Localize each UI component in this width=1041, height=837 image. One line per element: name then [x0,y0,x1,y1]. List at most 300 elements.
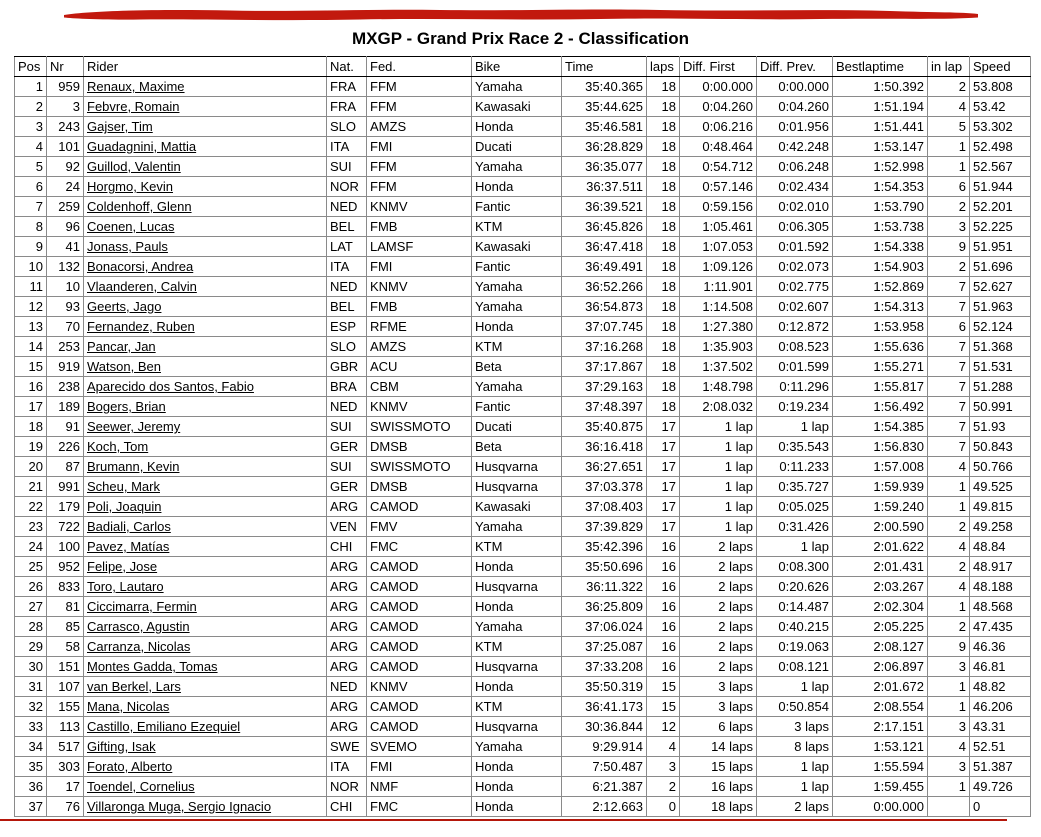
cell-diff_prev: 0:40.215 [757,617,833,637]
cell-fed: CAMOD [367,657,472,677]
rider-link[interactable]: Pavez, Matías [87,539,170,554]
cell-nr: 93 [47,297,84,317]
cell-nat: VEN [327,517,367,537]
cell-time: 36:16.418 [562,437,647,457]
cell-fed: SVEMO [367,737,472,757]
cell-laps: 16 [647,657,680,677]
rider-link[interactable]: Pancar, Jan [87,339,156,354]
table-row [15,637,1031,657]
cell-rider [84,317,327,337]
cell-speed: 46.81 [970,657,1031,677]
cell-in_lap: 2 [928,557,970,577]
cell-bike: Ducati [472,137,562,157]
cell-laps: 18 [647,257,680,277]
rider-link[interactable]: Horgmo, Kevin [87,179,173,194]
cell-fed: AMZS [367,117,472,137]
cell-time: 35:42.396 [562,537,647,557]
cell-bike: KTM [472,637,562,657]
cell-bestlaptime: 2:17.151 [833,717,928,737]
cell-nr: 155 [47,697,84,717]
cell-bike: KTM [472,217,562,237]
cell-fed: FFM [367,157,472,177]
table-row [15,577,1031,597]
cell-diff_prev: 0:06.248 [757,157,833,177]
cell-diff_first: 14 laps [680,737,757,757]
cell-fed: KNMV [367,677,472,697]
rider-link[interactable]: Castillo, Emiliano Ezequiel [87,719,241,734]
cell-fed: FMI [367,137,472,157]
table-row [15,697,1031,717]
table-row [15,217,1031,237]
cell-diff_first: 3 laps [680,697,757,717]
rider-link[interactable]: Brumann, Kevin [87,459,180,474]
cell-bestlaptime: 1:56.492 [833,397,928,417]
cell-diff_first: 1:07.053 [680,237,757,257]
cell-diff_first: 6 laps [680,717,757,737]
cell-in_lap: 4 [928,97,970,117]
cell-in_lap: 7 [928,337,970,357]
table-row [15,257,1031,277]
cell-diff_first: 2 laps [680,617,757,637]
cell-speed: 51.288 [970,377,1031,397]
rider-link[interactable]: Bonacorsi, Andrea [87,259,194,274]
cell-laps: 18 [647,157,680,177]
cell-fed: CAMOD [367,557,472,577]
cell-pos: 20 [15,457,47,477]
cell-pos: 24 [15,537,47,557]
cell-nr: 24 [47,177,84,197]
rider-link[interactable]: Koch, Tom [87,439,149,454]
cell-nr: 253 [47,337,84,357]
rider-link[interactable]: Toendel, Cornelius [87,779,195,794]
rider-link[interactable]: Villaronga Muga, Sergio Ignacio [87,799,272,814]
cell-nat: ARG [327,697,367,717]
cell-nat: ITA [327,137,367,157]
cell-fed: FFM [367,77,472,97]
cell-rider [84,797,327,817]
cell-bike: Husqvarna [472,477,562,497]
rider-link[interactable]: Gajser, Tim [87,119,153,134]
cell-pos: 17 [15,397,47,417]
cell-bike: Fantic [472,197,562,217]
cell-diff_prev: 0:05.025 [757,497,833,517]
table-row [15,377,1031,397]
cell-laps: 18 [647,377,680,397]
column-header-in_lap: in lap [928,57,970,77]
rider-link[interactable]: Guadagnini, Mattia [87,139,197,154]
column-header-laps: laps [647,57,680,77]
cell-fed: CAMOD [367,717,472,737]
cell-time: 35:46.581 [562,117,647,137]
cell-nat: BEL [327,217,367,237]
cell-bike: Honda [472,117,562,137]
cell-nat: ARG [327,577,367,597]
cell-nr: 96 [47,217,84,237]
cell-laps: 18 [647,397,680,417]
cell-rider [84,157,327,177]
rider-link[interactable]: Badiali, Carlos [87,519,171,534]
cell-laps: 18 [647,217,680,237]
rider-link[interactable]: Vlaanderen, Calvin [87,279,197,294]
cell-rider [84,717,327,737]
cell-nat: SUI [327,417,367,437]
cell-nat: FRA [327,77,367,97]
cell-nr: 991 [47,477,84,497]
brush-path [64,10,978,21]
cell-in_lap: 7 [928,277,970,297]
cell-speed: 46.206 [970,697,1031,717]
cell-diff_first: 0:57.146 [680,177,757,197]
rider-link[interactable]: Carranza, Nicolas [87,639,191,654]
cell-bike: Yamaha [472,77,562,97]
table-row [15,497,1031,517]
cell-bestlaptime: 1:51.441 [833,117,928,137]
cell-pos: 14 [15,337,47,357]
cell-laps: 15 [647,697,680,717]
cell-nat: ARG [327,557,367,577]
cell-fed: FMV [367,517,472,537]
cell-speed: 51.531 [970,357,1031,377]
cell-bike: Husqvarna [472,577,562,597]
cell-rider [84,777,327,797]
cell-in_lap: 6 [928,177,970,197]
cell-fed: SWISSMOTO [367,417,472,437]
table-row [15,797,1031,817]
cell-bike: Honda [472,317,562,337]
cell-diff_first: 1 lap [680,457,757,477]
cell-nat: GER [327,477,367,497]
rider-link[interactable]: Fernandez, Ruben [87,319,195,334]
cell-fed: FFM [367,97,472,117]
cell-speed: 51.696 [970,257,1031,277]
cell-nr: 87 [47,457,84,477]
cell-in_lap: 7 [928,297,970,317]
cell-laps: 17 [647,497,680,517]
cell-diff_prev: 1 lap [757,417,833,437]
cell-in_lap: 5 [928,117,970,137]
cell-speed: 51.368 [970,337,1031,357]
cell-bestlaptime: 1:53.958 [833,317,928,337]
cell-diff_prev: 0:35.543 [757,437,833,457]
cell-pos: 25 [15,557,47,577]
cell-time: 37:16.268 [562,337,647,357]
rider-link[interactable]: Jonass, Pauls [87,239,168,254]
table-row [15,177,1031,197]
cell-nr: 10 [47,277,84,297]
cell-diff_first: 1:05.461 [680,217,757,237]
column-header-nr: Nr [47,57,84,77]
cell-time: 9:29.914 [562,737,647,757]
cell-nat: SLO [327,337,367,357]
cell-time: 36:25.809 [562,597,647,617]
table-row [15,437,1031,457]
cell-diff_prev: 0:11.233 [757,457,833,477]
cell-pos: 21 [15,477,47,497]
cell-diff_first: 0:48.464 [680,137,757,157]
rider-link[interactable]: Scheu, Mark [87,479,160,494]
cell-diff_first: 3 laps [680,677,757,697]
cell-diff_prev: 1 lap [757,777,833,797]
cell-bike: KTM [472,537,562,557]
cell-rider [84,417,327,437]
cell-fed: CAMOD [367,697,472,717]
cell-nr: 100 [47,537,84,557]
rider-link[interactable]: Felipe, Jose [87,559,158,574]
cell-nat: SLO [327,117,367,137]
cell-bike: KTM [472,697,562,717]
header-row [15,57,1031,77]
cell-rider [84,637,327,657]
cell-diff_first: 1 lap [680,477,757,497]
cell-in_lap: 1 [928,137,970,157]
rider-link[interactable]: Seewer, Jeremy [87,419,181,434]
rider-link[interactable]: Gifting, Isak [87,739,156,754]
cell-time: 37:29.163 [562,377,647,397]
table-row [15,457,1031,477]
cell-rider [84,277,327,297]
cell-diff_first: 0:00.000 [680,77,757,97]
cell-bestlaptime: 2:01.622 [833,537,928,557]
cell-laps: 2 [647,777,680,797]
cell-speed: 53.808 [970,77,1031,97]
cell-fed: FMC [367,797,472,817]
cell-fed: LAMSF [367,237,472,257]
rider-link[interactable]: Forato, Alberto [87,759,173,774]
cell-nr: 179 [47,497,84,517]
rider-link[interactable]: Coldenhoff, Glenn [87,199,192,214]
cell-laps: 12 [647,717,680,737]
cell-speed: 50.766 [970,457,1031,477]
cell-nr: 101 [47,137,84,157]
cell-in_lap: 9 [928,237,970,257]
cell-speed: 52.201 [970,197,1031,217]
cell-nat: ARG [327,717,367,737]
cell-laps: 18 [647,77,680,97]
table-row [15,237,1031,257]
cell-bestlaptime: 1:53.121 [833,737,928,757]
cell-diff_prev: 0:02.434 [757,177,833,197]
table-row [15,597,1031,617]
brush-row [0,0,1041,25]
cell-laps: 16 [647,597,680,617]
cell-bestlaptime: 1:53.147 [833,137,928,157]
cell-nat: NED [327,277,367,297]
cell-rider [84,577,327,597]
cell-speed: 51.944 [970,177,1031,197]
cell-fed: FMI [367,757,472,777]
cell-rider [84,497,327,517]
cell-nat: NED [327,397,367,417]
cell-time: 37:25.087 [562,637,647,657]
cell-diff_prev: 0:06.305 [757,217,833,237]
cell-laps: 18 [647,137,680,157]
cell-pos: 12 [15,297,47,317]
bottom-red-line [0,819,1007,821]
cell-diff_prev: 0:02.010 [757,197,833,217]
rider-link[interactable]: Montes Gadda, Tomas [87,659,218,674]
rider-link[interactable]: Ciccimarra, Fermin [87,599,197,614]
cell-diff_first: 2 laps [680,577,757,597]
cell-rider [84,597,327,617]
table-row [15,77,1031,97]
cell-diff_first: 1 lap [680,437,757,457]
rider-link[interactable]: Carrasco, Agustin [87,619,190,634]
cell-in_lap: 7 [928,417,970,437]
rider-link[interactable]: Renaux, Maxime [87,79,185,94]
cell-pos: 35 [15,757,47,777]
cell-time: 37:08.403 [562,497,647,517]
cell-rider [84,257,327,277]
cell-diff_prev: 0:42.248 [757,137,833,157]
cell-rider [84,377,327,397]
cell-nr: 76 [47,797,84,817]
cell-rider [84,77,327,97]
cell-bike: Yamaha [472,157,562,177]
cell-laps: 17 [647,417,680,437]
cell-rider [84,297,327,317]
cell-pos: 34 [15,737,47,757]
cell-bestlaptime: 1:55.271 [833,357,928,377]
column-header-fed: Fed. [367,57,472,77]
cell-speed: 52.225 [970,217,1031,237]
cell-pos: 4 [15,137,47,157]
cell-nr: 70 [47,317,84,337]
cell-in_lap: 2 [928,197,970,217]
cell-time: 36:45.826 [562,217,647,237]
cell-bestlaptime: 1:59.240 [833,497,928,517]
cell-fed: KNMV [367,197,472,217]
cell-diff_prev: 0:04.260 [757,97,833,117]
rider-link[interactable]: Guillod, Valentin [87,159,181,174]
cell-bestlaptime: 1:54.903 [833,257,928,277]
cell-rider [84,337,327,357]
cell-diff_prev: 0:19.234 [757,397,833,417]
cell-fed: CAMOD [367,617,472,637]
cell-diff_first: 2 laps [680,537,757,557]
cell-diff_first: 18 laps [680,797,757,817]
cell-rider [84,177,327,197]
cell-pos: 18 [15,417,47,437]
cell-bike: Honda [472,757,562,777]
cell-in_lap: 7 [928,357,970,377]
cell-pos: 29 [15,637,47,657]
rider-link[interactable]: Watson, Ben [87,359,161,374]
cell-pos: 2 [15,97,47,117]
column-header-rider: Rider [84,57,327,77]
cell-time: 35:50.696 [562,557,647,577]
cell-time: 6:21.387 [562,777,647,797]
column-header-diff_first: Diff. First [680,57,757,77]
cell-diff_prev: 0:31.426 [757,517,833,537]
cell-bestlaptime: 2:02.304 [833,597,928,617]
cell-fed: FFM [367,177,472,197]
cell-bike: Kawasaki [472,497,562,517]
cell-diff_first: 2 laps [680,597,757,617]
cell-nat: ESP [327,317,367,337]
cell-bike: Honda [472,797,562,817]
cell-pos: 26 [15,577,47,597]
cell-speed: 51.93 [970,417,1031,437]
cell-time: 2:12.663 [562,797,647,817]
cell-time: 37:48.397 [562,397,647,417]
cell-bestlaptime: 1:54.353 [833,177,928,197]
rider-link[interactable]: Febvre, Romain [87,99,180,114]
cell-fed: CBM [367,377,472,397]
cell-nr: 41 [47,237,84,257]
cell-in_lap: 1 [928,677,970,697]
column-header-bike: Bike [472,57,562,77]
cell-diff_first: 15 laps [680,757,757,777]
cell-speed: 43.31 [970,717,1031,737]
cell-time: 36:47.418 [562,237,647,257]
cell-laps: 16 [647,577,680,597]
cell-pos: 10 [15,257,47,277]
cell-diff_prev: 0:12.872 [757,317,833,337]
cell-laps: 0 [647,797,680,817]
cell-time: 37:03.378 [562,477,647,497]
cell-fed: KNMV [367,397,472,417]
cell-rider [84,677,327,697]
rider-link[interactable]: Mana, Nicolas [87,699,170,714]
cell-pos: 1 [15,77,47,97]
cell-diff_first: 1 lap [680,417,757,437]
cell-nr: 303 [47,757,84,777]
rider-link[interactable]: Aparecido dos Santos, Fabio [87,379,254,394]
cell-laps: 3 [647,757,680,777]
cell-bestlaptime: 2:01.672 [833,677,928,697]
rider-link[interactable]: Coenen, Lucas [87,219,175,234]
cell-rider [84,697,327,717]
cell-speed: 51.951 [970,237,1031,257]
cell-in_lap: 1 [928,157,970,177]
cell-speed: 47.435 [970,617,1031,637]
cell-in_lap: 4 [928,537,970,557]
cell-nat: ARG [327,657,367,677]
rider-link[interactable]: van Berkel, Lars [87,679,181,694]
rider-link[interactable]: Poli, Joaquin [87,499,162,514]
cell-diff_prev: 3 laps [757,717,833,737]
cell-nat: ITA [327,757,367,777]
cell-speed: 52.627 [970,277,1031,297]
cell-bestlaptime: 1:51.194 [833,97,928,117]
cell-time: 37:33.208 [562,657,647,677]
column-header-pos: Pos [15,57,47,77]
cell-speed: 49.258 [970,517,1031,537]
cell-in_lap: 3 [928,217,970,237]
rider-link[interactable]: Bogers, Brian [87,399,166,414]
cell-nat: NED [327,197,367,217]
table-row [15,297,1031,317]
cell-pos: 31 [15,677,47,697]
cell-rider [84,197,327,217]
cell-diff_first: 1:35.903 [680,337,757,357]
cell-bestlaptime: 1:54.385 [833,417,928,437]
cell-rider [84,657,327,677]
cell-speed: 52.498 [970,137,1031,157]
table-row [15,557,1031,577]
cell-diff_first: 1:37.502 [680,357,757,377]
cell-fed: SWISSMOTO [367,457,472,477]
cell-fed: CAMOD [367,577,472,597]
table-row [15,137,1031,157]
cell-laps: 17 [647,457,680,477]
cell-pos: 28 [15,617,47,637]
rider-link[interactable]: Geerts, Jago [87,299,162,314]
cell-laps: 18 [647,297,680,317]
rider-link[interactable]: Toro, Lautaro [87,579,164,594]
table-row [15,477,1031,497]
cell-rider [84,237,327,257]
